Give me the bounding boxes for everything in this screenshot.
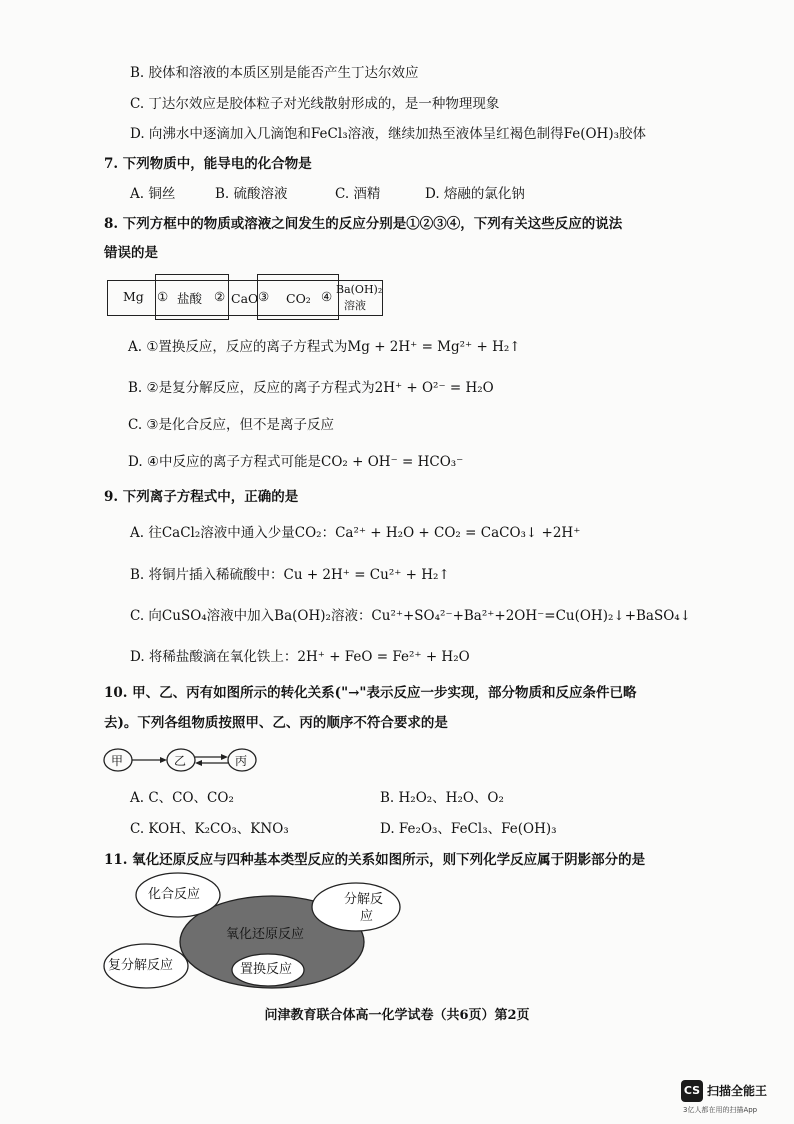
double-displacement-label: 复分解反应 xyxy=(108,958,174,973)
combination-label: 化合反应 xyxy=(148,887,201,902)
q6-option-d: D. 向沸水中逐滴加入几滴饱和FeCl₃溶液，继续加热至液体呈红褐色制得Fe(OH)₃胶体 xyxy=(130,126,647,142)
q7-option-c: C. 酒精 xyxy=(335,186,381,202)
camscanner-logo-icon: CS xyxy=(681,1080,703,1102)
bing-label: 丙 xyxy=(235,754,248,768)
q10-option-b: B. H₂O₂、H₂O、O₂ xyxy=(380,790,504,806)
hcl-label: 盐酸 xyxy=(177,291,203,306)
q8-stem-line1: 8. 下列方框中的物质或溶液之间发生的反应分别是①②③④，下列有关这些反应的说法 xyxy=(104,216,623,232)
page-footer: 问津教育联合体高一化学试卷（共6页）第2页 xyxy=(264,1008,530,1023)
baoh2-label-line2: 溶液 xyxy=(344,299,366,312)
q9-option-c: C. 向CuSO₄溶液中加入Ba(OH)₂溶液：Cu²⁺+SO₄²⁻+Ba²⁺+2OH⁻=Cu(OH)₂↓+BaSO₄↓ xyxy=(130,608,692,624)
decomposition-label-line1: 分解反 xyxy=(344,892,384,907)
q9-option-d: D. 将稀盐酸滴在氧化铁上：2H⁺ + FeO = Fe²⁺ + H₂O xyxy=(130,649,470,665)
yi-label: 乙 xyxy=(174,754,187,768)
single-displacement-label: 置换反应 xyxy=(240,962,293,977)
q8-option-d: D. ④中反应的离子方程式可能是CO₂ + OH⁻ = HCO₃⁻ xyxy=(128,454,464,470)
q10-option-d: D. Fe₂O₃、FeCl₃、Fe(OH)₃ xyxy=(380,821,557,837)
jia-label: 甲 xyxy=(111,754,124,768)
q9-option-b: B. 将铜片插入稀硫酸中：Cu + 2H⁺ = Cu²⁺ + H₂↑ xyxy=(130,567,450,583)
cao-label: CaO xyxy=(231,291,259,306)
reaction-1-label: ① xyxy=(157,289,169,304)
q10-option-a: A. C、CO、CO₂ xyxy=(130,790,234,806)
decomposition-label-line2: 应 xyxy=(360,909,374,924)
q8-option-a: A. ①置换反应，反应的离子方程式为Mg + 2H⁺ = Mg²⁺ + H₂↑ xyxy=(128,339,521,355)
q7-option-a: A. 铜丝 xyxy=(130,186,176,202)
mg-label: Mg xyxy=(123,289,144,304)
q6-option-c: C. 丁达尔效应是胶体粒子对光线散射形成的，是一种物理现象 xyxy=(130,96,500,112)
decomposition-ellipse xyxy=(312,883,400,931)
reaction-4-label: ④ xyxy=(321,289,333,304)
q10-option-c: C. KOH、K₂CO₃、KNO₃ xyxy=(130,821,289,837)
q8-stem-line2: 错误的是 xyxy=(104,245,158,261)
q7-option-b: B. 硫酸溶液 xyxy=(215,186,288,202)
redox-label: 氧化还原反应 xyxy=(226,927,305,942)
q8-option-b: B. ②是复分解反应，反应的离子方程式为2H⁺ + O²⁻ = H₂O xyxy=(128,380,494,396)
q9-option-a: A. 往CaCl₂溶液中通入少量CO₂：Ca²⁺ + H₂O + CO₂ = CaCO₃↓ +2H⁺ xyxy=(130,525,581,541)
reaction-3-label: ③ xyxy=(258,289,270,304)
reaction-2-label: ② xyxy=(214,289,226,304)
q7-option-d: D. 熔融的氯化钠 xyxy=(425,186,525,202)
q8-option-c: C. ③是化合反应，但不是离子反应 xyxy=(128,417,335,433)
q7-stem: 7. 下列物质中，能导电的化合物是 xyxy=(104,156,312,172)
q9-stem: 9. 下列离子方程式中，正确的是 xyxy=(104,489,299,505)
q11-stem: 11. 氧化还原反应与四种基本类型反应的关系如图所示，则下列化学反应属于阴影部分的是 xyxy=(104,852,646,868)
camscanner-name: 扫描全能王 xyxy=(707,1084,768,1098)
q6-option-b: B. 胶体和溶液的本质区别是能否产生丁达尔效应 xyxy=(130,65,419,81)
q10-stem-line1: 10. 甲、乙、丙有如图所示的转化关系("→"表示反应一步实现，部分物质和反应条件已略 xyxy=(104,685,637,701)
camscanner-tagline: 3亿人都在用的扫描App xyxy=(683,1106,758,1114)
q10-stem-line2: 去)。下列各组物质按照甲、乙、丙的顺序不符合要求的是 xyxy=(104,715,448,731)
camscanner-watermark xyxy=(681,1080,781,1114)
co2-label: CO₂ xyxy=(286,291,311,306)
baoh2-label-line1: Ba(OH)₂ xyxy=(336,283,383,296)
